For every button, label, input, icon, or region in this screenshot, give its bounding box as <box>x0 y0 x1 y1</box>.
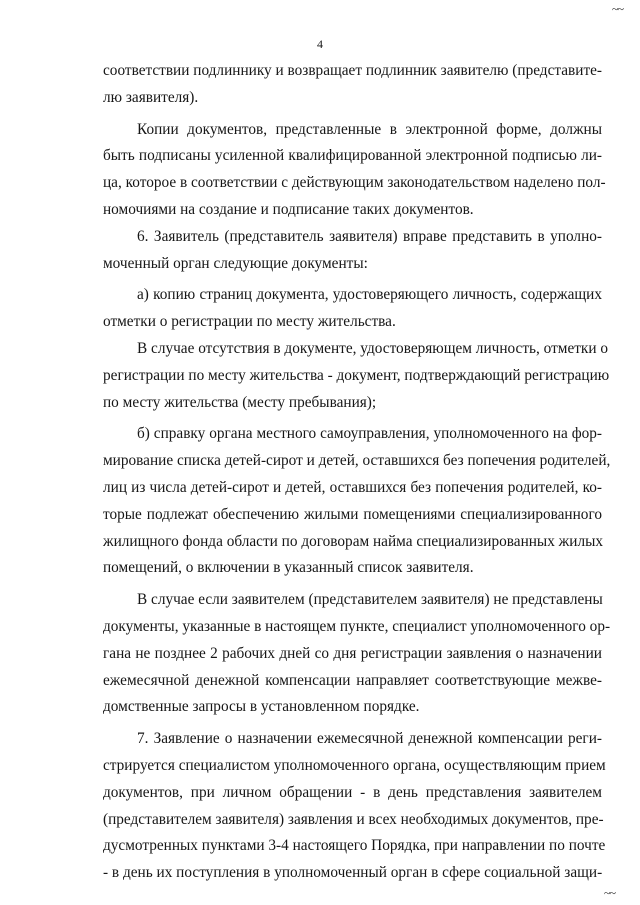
text-line: соответствии подлиннику и возвращает подлинник заявителю (представите- <box>103 62 603 79</box>
text-line: регистрации по месту жительства - документ, подтверждающий регистрацию <box>103 366 610 384</box>
paragraph <box>103 224 602 278</box>
text-line: быть подписаны усиленной квалифицированной электронной подписью ли- <box>103 147 602 165</box>
text-line: помещений, о включении в указанный список заявителя. <box>103 559 474 577</box>
text-line: 7. Заявление о назначении ежемесячной денежной компенсации реги- <box>137 730 602 748</box>
text-line: мирование списка детей-сирот и детей, оставшихся без попечения родителей, <box>103 452 611 470</box>
text-line: ежемесячной денежной компенсации направляет соответствующие межве- <box>103 671 602 689</box>
text-line: гана не позднее 2 рабочих дней со дня регистрации заявления о назначении <box>103 644 602 662</box>
paragraph <box>103 336 610 416</box>
page-number: 4 <box>317 37 323 51</box>
text-line: жилищного фонда области по договорам найма специализированных жилых <box>103 532 604 550</box>
paragraph <box>103 58 602 112</box>
scan-mark-bottom: ~~ <box>604 886 615 900</box>
text-line: б) справку органа местного самоуправления, уполномоченного на фор- <box>137 425 602 443</box>
document-body <box>103 58 611 887</box>
text-line: документы, указанные в настоящем пункте, специалист уполномоченного ор- <box>103 617 611 635</box>
text-line: 6. Заявитель (представитель заявителя) вправе представить в уполно- <box>137 227 602 245</box>
text-line: отметки о регистрации по месту жительства. <box>103 313 396 331</box>
text-line: В случае отсутствия в документе, удостоверяющем личность, отметки о <box>137 339 609 357</box>
text-line: - в день их поступления в уполномоченный орган в сфере социальной защи- <box>103 864 603 882</box>
paragraph <box>103 726 606 887</box>
text-line: лиц из числа детей-сирот и детей, оставшихся без попечения родителей, ко- <box>103 478 602 496</box>
text-line: Копии документов, представленные в электронной форме, должны <box>137 120 602 138</box>
text-line: стрируется специалистом уполномоченного органа, осуществляющим прием <box>103 756 606 774</box>
paragraph <box>103 282 602 336</box>
text-line: по месту жительства (месту пребывания); <box>103 393 377 411</box>
paragraph <box>103 117 606 224</box>
text-line: ца, которое в соответствии с действующим законодательством наделено пол- <box>103 174 606 192</box>
paragraph <box>103 587 611 721</box>
text-line: моченный орган следующие документы: <box>103 254 368 272</box>
text-line: номочиями на создание и подписание таких документов. <box>103 200 474 218</box>
text-line: а) копию страниц документа, удостоверяющего личность, содержащих <box>137 286 602 304</box>
paragraph <box>103 421 611 582</box>
scan-mark-top: ~~ <box>612 2 623 16</box>
text-line: (представителем заявителя) заявления и всех необходимых документов, пре- <box>103 810 604 828</box>
text-line: домственные запросы в установленном порядке. <box>103 698 420 716</box>
text-line: лю заявителя). <box>103 88 199 106</box>
text-line: дусмотренных пунктами 3-4 настоящего Порядка, при направлении по почте <box>103 837 606 855</box>
text-line: торые подлежат обеспечению жилыми помещениями специализированного <box>103 505 602 523</box>
text-line: документов, при личном обращении - в день представления заявителем <box>103 783 602 801</box>
text-line: В случае если заявителем (представителем заявителя) не представлены <box>137 591 603 609</box>
